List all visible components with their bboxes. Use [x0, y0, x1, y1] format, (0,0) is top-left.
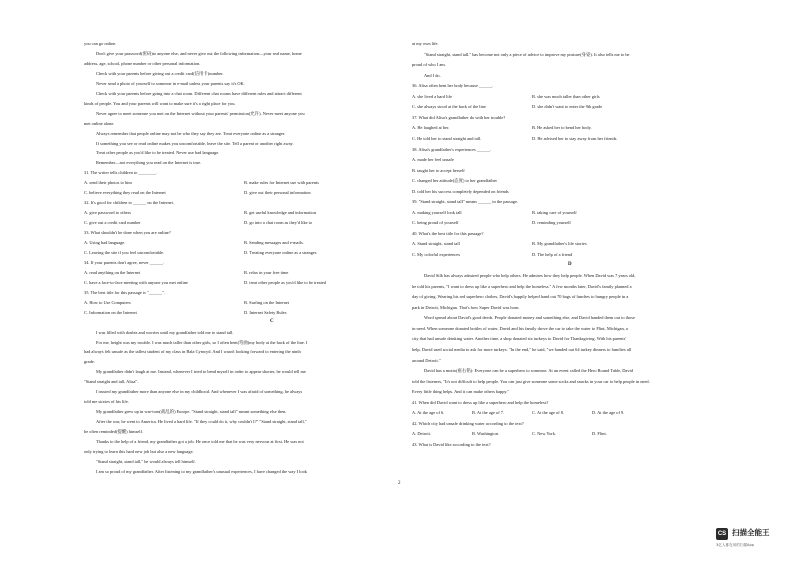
- text-line: A. Stand straight, stand tall: [412, 241, 460, 247]
- text-line: in need. When someone donated bottles of water, David and his family drove the car to take the water to Flint, Michigan, a: [412, 325, 628, 331]
- text-line: "Stand straight and tall, Alisa".: [84, 379, 139, 385]
- answer-option: B. relax in your free time: [244, 269, 289, 275]
- answer-option: D. At the age of 9.: [592, 410, 625, 416]
- text-line: 40. What's the best title for this passage?: [412, 230, 484, 236]
- camscanner-logo-icon: CS: [716, 528, 728, 540]
- text-line: After the war, he went to America. He lived a hard life. "If they could do it, why couldn't I?" "Stand straight, stand tall,": [96, 419, 307, 425]
- text-line: C. being proud of yourself: [412, 220, 459, 226]
- text-line: 37. What did Alisa's grandfather do with her trouble?: [412, 114, 506, 120]
- text-line: 43. What is David like according to the text?: [412, 441, 491, 447]
- text-line: Treat other people as you'd like to be treated. Never use bad language.: [96, 150, 220, 156]
- answer-option: D. reminding yourself: [532, 220, 571, 226]
- text-line: he told his parents, "I want to dress up like a superhero and help the homeless." A few months later, David's family planned a: [412, 283, 632, 289]
- text-line: Check with your parents before going into a chat room. Different chat rooms have different rules and attract different: [96, 90, 302, 96]
- text-line: grade.: [84, 359, 95, 365]
- camscanner-title: 扫描全能王: [732, 528, 770, 537]
- text-line: told me stories of his life.: [84, 399, 129, 405]
- text-line: you can go online.: [84, 41, 117, 46]
- text-line: Thanks to the help of a friend, my grandfather got a job. He once told me that he was very nervous at first. He was not: [96, 439, 304, 444]
- text-line: A. made her feel unsafe: [412, 157, 454, 163]
- text-line: A. send their photos to him: [84, 180, 132, 186]
- text-line: proud of who I am.: [412, 62, 446, 68]
- text-line: C. Information on the Internet: [84, 309, 137, 315]
- section-heading: C: [270, 318, 274, 324]
- text-line: Never agree to meet someone you met on the Internet without your parents' permission(允许). Never meet anyone you: [96, 110, 305, 116]
- answer-option: D. go into a chat room as they'd like to: [244, 220, 313, 226]
- text-line: My grandfather didn't laugh at me. Instead, whenever I tried to bend myself in order to appear shorter, he would tell me: [96, 369, 306, 375]
- answer-option: B. Surfing on the Internet: [244, 299, 289, 305]
- text-line: C. she always stood at the back of the line: [412, 104, 486, 110]
- text-line: C. Leaving the site if you feel uncomfortable.: [84, 249, 165, 255]
- text-line: 33. What shouldn't be done when you are online?: [84, 230, 171, 236]
- text-line: My grandfather grew up in war-torn(战乱的) Europe. "Stand straight, stand tall" meant something else then.: [96, 409, 287, 415]
- answer-option: C. New York.: [532, 431, 557, 437]
- answer-option: B. taking care of yourself: [532, 209, 577, 215]
- answer-option: C. At the age of 8.: [532, 410, 565, 416]
- text-line: Check with your parents before giving out a credit card(信用卡)number.: [96, 70, 224, 76]
- text-line: A. Detroit.: [412, 431, 431, 437]
- answer-option: B. make rules for Internet use with parents: [244, 180, 319, 186]
- text-line: 31. The writer tells children to ________.: [84, 170, 158, 176]
- text-line: 35. The best title for this passage is "______".: [84, 289, 165, 295]
- text-line: A. making yourself look tall: [412, 209, 462, 215]
- text-line: C. My colorful experiences: [412, 252, 461, 257]
- text-line: city that had unsafe drinking water. Another time, a shop donated six turkeys to David for Thanksgiving. With his parents': [412, 336, 627, 342]
- text-line: C. have a face-to-face meeting with anyone you met online: [84, 279, 188, 285]
- text-line: A. read anything on the Internet: [84, 269, 141, 275]
- text-line: met online alone.: [84, 120, 115, 126]
- text-line: 42. Which city had unsafe drinking water according to the text?: [412, 420, 524, 426]
- text-line: "Stand straight, stand tall." has become not only a piece of advice to improve my posture(身姿). It also tells me to be: [424, 51, 630, 57]
- camscanner-subtitle: 3亿人都在用的扫描App: [716, 543, 755, 547]
- text-line: Every little thing helps. And it can make others happy.": [412, 389, 510, 395]
- text-line: If something you see or read online makes you uncomfortable, leave the site. Tell a parent or another right away.: [96, 140, 294, 146]
- text-line: only trying to learn this hard new job but also a new language.: [84, 448, 194, 454]
- answer-option: D. Flint.: [592, 431, 607, 437]
- answer-option: B. At the age of 7.: [472, 410, 505, 416]
- text-line: D. told her his success completely depended on friends: [412, 188, 509, 194]
- text-line: had always felt unsafe as the tallest student of my class in Bala Cynwyd. And I wasn't looking forward to entering the ninth: [84, 349, 301, 355]
- text-line: 36. Alisa often bent her body because ______.: [412, 83, 494, 89]
- answer-option: B. My grandfather's life stories: [532, 241, 587, 247]
- answer-option: B. Washington.: [472, 431, 500, 437]
- text-line: A. How to Use Computers: [84, 299, 131, 305]
- answer-option: D. He advised her to stay away from her friends.: [532, 135, 618, 141]
- answer-option: D. give out their personal information: [244, 190, 311, 196]
- text-line: address, age, school, phone number or other personal information.: [84, 60, 201, 66]
- text-line: he often reminded(提醒) himself.: [84, 429, 144, 435]
- answer-option: B. He asked her to bend her body.: [532, 125, 592, 131]
- text-line: A. she lived a hard life: [412, 93, 452, 99]
- answer-option: D. Internet Safety Rules: [244, 309, 287, 315]
- answer-option: B. she was much taller than other girls: [532, 93, 600, 99]
- text-line: told the listeners, "It's not difficult to help people. You can just give someone some socks and snacks in your car to help people in need.: [412, 378, 650, 384]
- text-line: around Detroit.": [412, 357, 441, 363]
- text-line: kinds of people. You and your parents will want to make sure it's a right place for you.: [84, 100, 236, 106]
- text-line: A. give password to others: [84, 210, 131, 216]
- text-line: Remember—not everything you read on the Internet is true.: [96, 160, 202, 166]
- text-line: at my own life.: [412, 41, 439, 46]
- answer-option: D. The help of a friend: [532, 252, 573, 257]
- text-line: C. changed her attitude(态度) to her grandfather: [412, 178, 497, 184]
- text-line: C. He told her to stand straight and tall.: [412, 135, 482, 141]
- answer-option: D. Treating everyone online as a stranger.: [244, 249, 318, 255]
- answer-option: B. get useful knowledge and information: [244, 210, 316, 216]
- text-line: park in Detroit, Michigan. That's how Super David was born.: [412, 304, 520, 310]
- text-line: day of giving. Wearing his red superhero clothes, David's happily helped hand out 70 bags of lunches to hungry people in a: [412, 294, 629, 300]
- answer-option: D. treat other people as you'd like to be treated: [244, 279, 326, 285]
- answer-option: B. Sending messages and e-mails.: [244, 240, 304, 245]
- text-line: I was filled with doubts and worries until my grandfather told me to stand tall.: [96, 329, 234, 335]
- text-line: C. give out a credit card number: [84, 220, 141, 226]
- text-line: A. He laughed at her.: [412, 125, 450, 131]
- text-line: For me, height was my trouble. I was much taller than other girls, so I often bent(弯曲)my body at the back of the line. I: [96, 339, 308, 345]
- text-line: help, David used social media to ask for more turkeys. "In the end," he said, "we handed out 64 turkey dinners to families all: [412, 346, 632, 352]
- text-line: Don't give your password(密码)to anyone else, and never give out the following information—your real name, home: [96, 50, 302, 56]
- text-line: David has a motto(座右铭): Everyone can be a superhero to someone. At an event called the Hero Round Table, David: [424, 368, 633, 374]
- text-line: 41. When did David want to dress up like a superhero and help the homeless?: [412, 399, 549, 405]
- text-line: C. believe everything they read on the Internet: [84, 190, 166, 196]
- text-line: 34. If your parents don't agree, never ______.: [84, 259, 165, 265]
- text-line: And I do.: [424, 72, 441, 78]
- page-number: 2: [398, 481, 401, 486]
- text-line: I trusted my grandfather more than anyone else in my childhood. And whenever I was afraid of something, he always: [96, 389, 303, 395]
- text-line: I am so proud of my grandfather. After listening to my grandfather's unusual experiences, I have changed the way I look: [96, 468, 307, 474]
- text-line: 39. "Stand straight, stand tall" means ______ in the passage.: [412, 199, 519, 205]
- text-line: B. taught her to accept herself: [412, 167, 465, 173]
- text-line: "Stand straight, stand tall," he would always tell himself.: [96, 458, 196, 464]
- text-line: A. At the age of 6.: [412, 410, 445, 416]
- text-line: David Silk has always admired people who help others. He admires how they help people. When David was 7 years old,: [424, 273, 636, 279]
- text-line: Always remember that people online may not be who they say they are. Treat everyone online as a stranger.: [96, 130, 286, 136]
- text-line: A. Using bad language.: [84, 240, 126, 245]
- text-line: Word spread about David's good deeds. People donated money and something else, and David handed them out to those: [424, 315, 635, 321]
- text-line: 38. Alisa's grandfather's experiences ______.: [412, 146, 492, 152]
- section-heading: D: [568, 261, 572, 267]
- answer-option: D. she didn't want to enter the 9th grade: [532, 104, 603, 110]
- text-line: Never send a photo of yourself to someone in e-mail unless your parents say it's OK.: [96, 80, 245, 86]
- text-line: 32. It's good for children to ______ on the Internet.: [84, 200, 174, 206]
